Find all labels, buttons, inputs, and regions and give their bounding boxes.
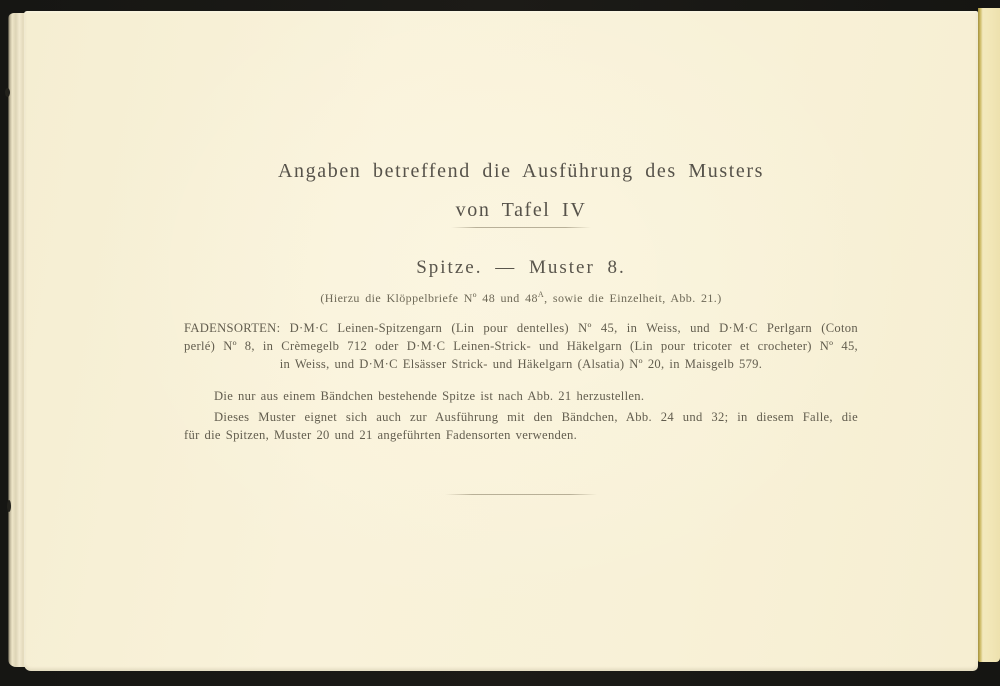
paragraph-2-line-2: für die Spitzen, Muster 20 und 21 angeführten Fadensorten verwenden. — [184, 428, 578, 442]
reference-note — [184, 290, 858, 306]
book-page — [24, 11, 978, 671]
page-title-line-2: von Tafel IV — [455, 199, 587, 221]
reference-note-superscript: A — [537, 290, 545, 299]
title-divider-rule — [451, 227, 591, 228]
fadensorten-line-2: perlé) Nº 8, in Crèmegelb 712 oder D·M·C Leinen-Strick- und Häkelgarn (Lin pour tricoter et crocheter) Nº 45, — [184, 339, 858, 353]
scan-speck — [7, 500, 11, 512]
fadensorten-line-3: in Weiss, und D·M·C Elsässer Strick- und Häkelgarn (Alsatia) Nº 20, in Maisgelb 579. — [279, 357, 763, 371]
adjacent-page-edge — [978, 8, 1000, 662]
fadensorten-line-1: FADENSORTEN: D·M·C Leinen-Spitzengarn (Lin pour dentelles) Nº 45, in Weiss, und D·M·C Perlgarn (Coton — [184, 321, 858, 335]
paragraph-2-line-1: Dieses Muster eignet sich auch zur Ausführung mit den Bändchen, Abb. 24 und 32; in diesem Falle, die — [214, 410, 858, 424]
reference-note-text: , sowie die Einzelheit, Abb. 21.) — [544, 291, 722, 305]
footer-divider-rule — [445, 494, 597, 495]
reference-note-text: (Hierzu die Klöppelbriefe Nº 48 und 48 — [320, 291, 538, 305]
scan-speck — [5, 88, 10, 97]
section-heading: Spitze. — Muster 8. — [416, 257, 626, 278]
page-title-line-1: Angaben betreffend die Ausführung des Musters — [278, 160, 764, 182]
paragraph-1: Die nur aus einem Bändchen bestehende Spitze ist nach Abb. 21 herzustellen. — [214, 389, 645, 403]
